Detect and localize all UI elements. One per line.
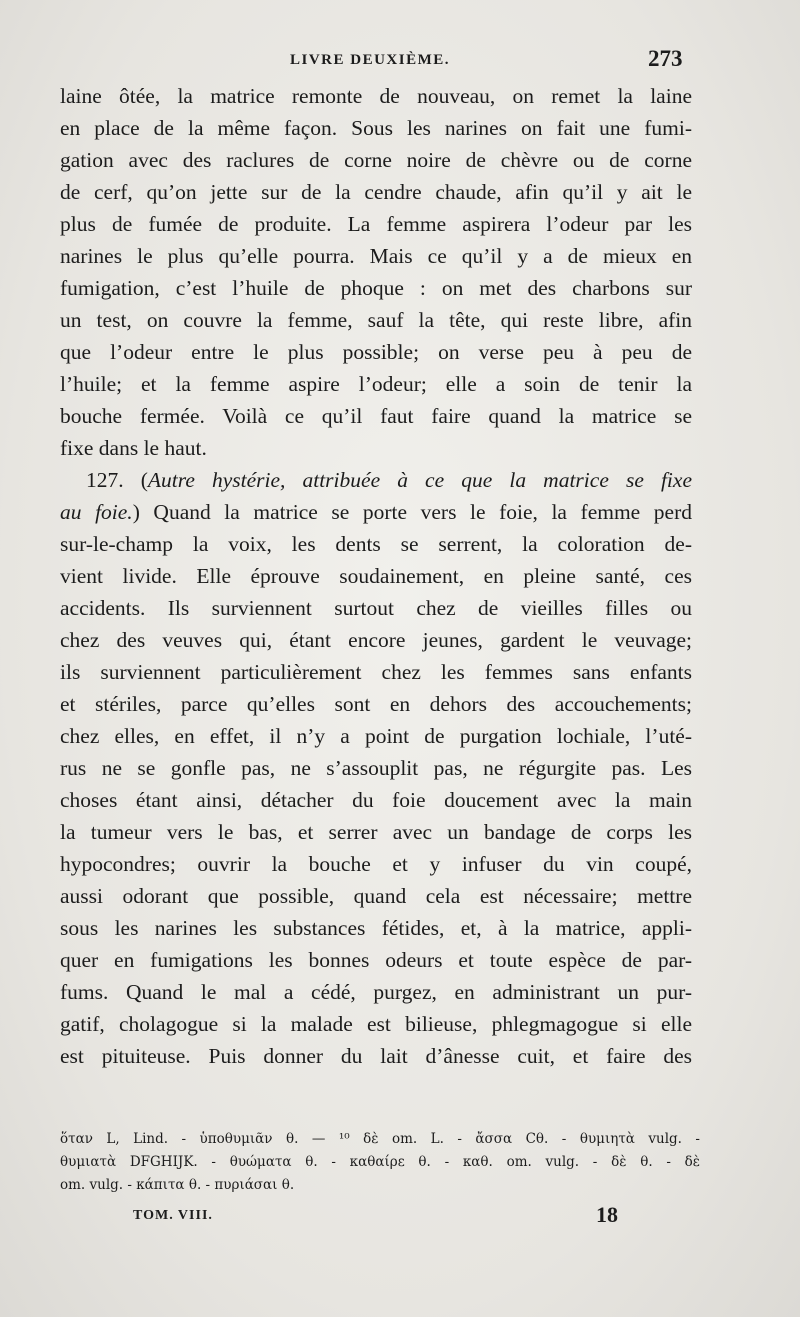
text-line: que l’odeur entre le plus possible; on verse peu à peu de [60, 340, 692, 364]
text-line: sur-le-champ la voix, les dents se serrent, la coloration de- [60, 532, 692, 556]
paragraph-heading-line [60, 496, 692, 528]
text-line: laine ôtée, la matrice remonte de nouveau, on remet la laine [60, 84, 692, 108]
text-line: fums. Quand le mal a cédé, purgez, en administrant un pur- [60, 980, 692, 1004]
paragraph-heading-italic: au foie. [60, 500, 133, 524]
paragraph-text: ) Quand la matrice se porte vers le foie, la femme perd [132, 500, 692, 524]
running-head [0, 46, 800, 76]
text-line: l’huile; et la femme aspire l’odeur; elle a soin de tenir la [60, 372, 692, 396]
text-line: et stériles, parce qu’elles sont en dehors des accouchements; [60, 692, 692, 716]
signature-volume: TOM. VIII. [133, 1208, 213, 1223]
text-line: vient livide. Elle éprouve soudainement, en pleine santé, ces [60, 564, 692, 588]
text-line: sous les narines les substances fétides, et, à la matrice, appli- [60, 916, 692, 940]
paragraph-number: 127. ( [86, 468, 148, 492]
paragraph-heading-line [60, 464, 692, 496]
text-line: aussi odorant que possible, quand cela est nécessaire; mettre [60, 884, 692, 908]
text-line: chez elles, en effet, il n’y a point de purgation lochiale, l’uté- [60, 724, 692, 748]
text-line: gation avec des raclures de corne noire de chèvre ou de corne [60, 148, 692, 172]
text-line: gatif, cholagogue si la malade est bilieuse, phlegmagogue si elle [60, 1012, 692, 1036]
text-line: rus ne se gonfle pas, ne s’assouplit pas, ne régurgite pas. Les [60, 756, 692, 780]
footnote-line: ὅταν L, Lind. - ὑποθυμιᾶν θ. — ¹⁰ δὲ om. L. - ἄσσα Cθ. - θυμιητὰ vulg. - [60, 1131, 700, 1147]
text-line: de cerf, qu’on jette sur de la cendre chaude, afin qu’il y ait le [60, 180, 692, 204]
footnote-line: θυμιατὰ DFGHIJK. - θυώματα θ. - καθαίρε θ. - καθ. om. vulg. - δὲ θ. - δὲ [60, 1154, 700, 1170]
text-line: est pituiteuse. Puis donner du lait d’ânesse cuit, et faire des [60, 1044, 692, 1068]
text-line: narines le plus qu’elle pourra. Mais ce qu’il y a de mieux en [60, 244, 692, 268]
text-line: un test, on couvre la femme, sauf la tête, qui reste libre, afin [60, 308, 692, 332]
paragraph-heading-italic: Autre hystérie, attribuée à ce que la matrice se fixe [147, 468, 692, 492]
text-line: fixe dans le haut. [60, 436, 207, 460]
running-head-title: LIVRE DEUXIÈME. [290, 52, 451, 68]
signature-number: 18 [596, 1202, 618, 1227]
text-line: en place de la même façon. Sous les narines on fait une fumi- [60, 116, 692, 140]
text-line: bouche fermée. Voilà ce qu’il faut faire quand la matrice se [60, 404, 692, 428]
text-line: la tumeur vers le bas, et serrer avec un bandage de corps les [60, 820, 692, 844]
page-number: 273 [648, 46, 683, 71]
text-line: choses étant ainsi, détacher du foie doucement avec la main [60, 788, 692, 812]
body-text [60, 80, 692, 1072]
text-line: chez des veuves qui, étant encore jeunes, gardent le veuvage; [60, 628, 692, 652]
text-line: plus de fumée de produite. La femme aspirera l’odeur par les [60, 212, 692, 236]
text-line: quer en fumigations les bonnes odeurs et toute espèce de par- [60, 948, 692, 972]
text-line: accidents. Ils surviennent surtout chez de vieilles filles ou [60, 596, 692, 620]
footnotes [60, 1128, 700, 1197]
text-line: ils surviennent particulièrement chez les femmes sans enfants [60, 660, 692, 684]
footnote-line: om. vulg. - κάπιτα θ. - πυριάσαι θ. [60, 1177, 295, 1193]
text-line: fumigation, c’est l’huile de phoque : on met des charbons sur [60, 276, 692, 300]
text-line: hypocondres; ouvrir la bouche et y infuser du vin coupé, [60, 852, 692, 876]
